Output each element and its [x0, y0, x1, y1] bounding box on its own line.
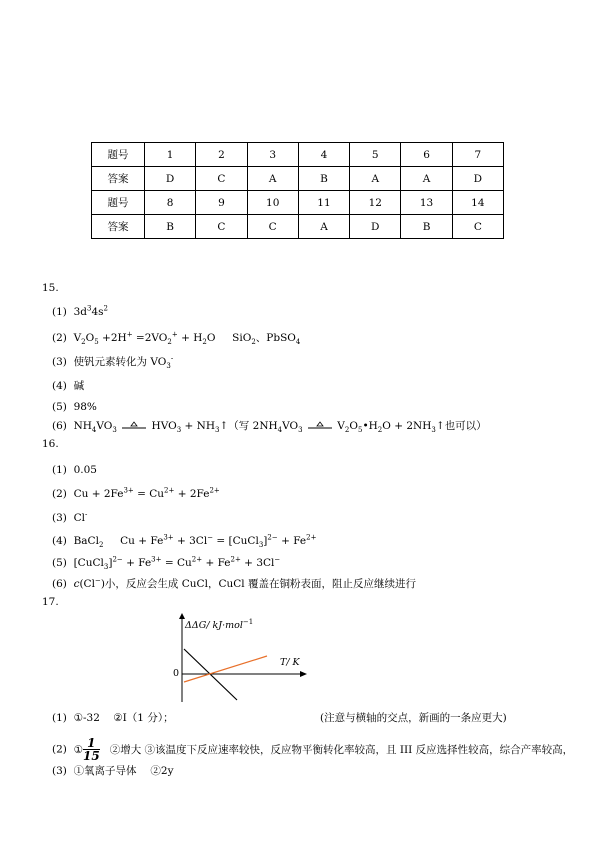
part-number: (3)	[52, 356, 67, 368]
table-cell: C	[196, 167, 247, 191]
part-number: (2)	[52, 332, 67, 344]
answer-text: Cl-	[73, 510, 88, 524]
y-axis-arrow	[179, 613, 185, 619]
answer-line	[52, 763, 174, 778]
answer-line	[52, 418, 487, 433]
part-number: (2)	[52, 488, 67, 500]
heat-arrow-icon	[307, 421, 333, 431]
part-number: (2)	[52, 743, 67, 756]
table-cell: C	[196, 215, 247, 239]
part-number: (4)	[52, 380, 67, 392]
table-cell: A	[350, 167, 401, 191]
table-cell: B	[298, 167, 349, 191]
table-cell: A	[247, 167, 298, 191]
part-number: (1)	[52, 306, 67, 318]
answer-line	[52, 378, 84, 393]
table-cell: 题号	[92, 191, 145, 215]
answer-line	[52, 354, 173, 369]
table-cell: 题号	[92, 143, 145, 167]
origin-label: 0	[173, 668, 180, 679]
part-number: (6)	[52, 578, 67, 590]
answer-text: ①-32 ②I（1 分）；	[73, 712, 174, 724]
table-cell: C	[452, 215, 503, 239]
part-number: (5)	[52, 557, 67, 569]
table-row	[92, 167, 504, 191]
part-number: (5)	[52, 401, 67, 413]
answer-line	[52, 306, 108, 318]
table-cell: B	[401, 215, 452, 239]
table-cell: 1	[145, 143, 196, 167]
graph-note: (注意与横轴的交点，新画的一条应更大)	[320, 712, 507, 724]
table-cell: 8	[145, 191, 196, 215]
answer-text: 0.05	[73, 464, 97, 476]
new-line	[184, 656, 267, 682]
table-cell: 13	[401, 191, 452, 215]
table-cell: 答案	[92, 167, 145, 191]
answer-line	[52, 464, 97, 476]
answer-text: BaCl$_2$ $Cu + Fe^{3+} + 3Cl^-$ = [CuCl$_3$]$^{2-}$ + $Fe^{2+}$	[73, 533, 317, 550]
table-cell: 7	[452, 143, 503, 167]
table-cell: 6	[401, 143, 452, 167]
question-number: 17.	[42, 596, 59, 608]
answer-line	[52, 710, 174, 725]
fraction: $\frac{1}{15}$	[82, 736, 100, 763]
part-number: (3)	[52, 512, 67, 524]
answer-line	[52, 488, 220, 500]
table-cell: A	[298, 215, 349, 239]
x-axis-label: T/ K	[280, 657, 300, 668]
answer-line	[52, 555, 281, 572]
table-row	[92, 143, 504, 167]
table-cell: 3	[247, 143, 298, 167]
answer-table	[91, 142, 504, 239]
answer-text: $3d^34s^2$	[73, 304, 108, 318]
answer-text: 碱	[73, 380, 85, 392]
table-cell: 12	[350, 191, 401, 215]
answer-line	[52, 401, 97, 413]
question-number: 15.	[42, 282, 59, 294]
table-cell: D	[350, 215, 401, 239]
question-number: 16.	[42, 438, 59, 450]
table-cell: C	[247, 215, 298, 239]
table-cell: 答案	[92, 215, 145, 239]
answer-text: [CuCl$_3$]$^{2-}$ + $Fe^{3+} = Cu^{2+} + Fe^{2+} + 3Cl^-$	[73, 555, 281, 572]
answer-line	[52, 330, 300, 345]
part-number: (1)	[52, 712, 67, 724]
table-cell: D	[452, 167, 503, 191]
table-row	[92, 215, 504, 239]
part-number: (6)	[52, 420, 67, 432]
table-cell: 2	[196, 143, 247, 167]
answer-text: 使钒元素转化为 $VO_3^-$	[73, 354, 174, 371]
heat-arrow-icon	[121, 421, 147, 431]
answer-line	[52, 576, 416, 591]
answer-text: $NH_4VO_3$ $HVO_3$ + $NH_3↑$（写 $2NH_4VO_3$ $V_2O_5•H_2O$ + $2NH_3↑$也可以）	[73, 420, 487, 435]
answer-text: $Cu + 2Fe^{3+} = Cu^{2+} + 2Fe^{2+}$	[73, 486, 220, 500]
table-cell: B	[145, 215, 196, 239]
answer-text: c(Cl−)小，反应会生成 CuCl，CuCl 覆盖在铜粉表面，阻止反应继续进行	[73, 576, 416, 590]
y-axis-label: ΔΔG/ kJ·mol$^{-1}$	[185, 617, 254, 631]
table-cell: 4	[298, 143, 349, 167]
answer-text: $V_2O_5 +2H^+ =2VO_2^+ + H_2O$ SiO$_2$、PbSO$_4$	[73, 330, 301, 347]
part-number: (1)	[52, 464, 67, 476]
table-row	[92, 191, 504, 215]
answer-line	[52, 737, 573, 762]
table-cell: 10	[247, 191, 298, 215]
answer-text: 98%	[73, 401, 97, 413]
x-axis-arrow	[300, 671, 307, 677]
part-number: (4)	[52, 535, 67, 547]
table-cell: 11	[298, 191, 349, 215]
table-cell: A	[401, 167, 452, 191]
table-cell: 5	[350, 143, 401, 167]
answer-text: ① $\frac{1}{15}$ ②增大 ③该温度下反应速率较快，反应物平衡转化率较高，且 III 反应选择性较高，综合产率较高，	[73, 736, 574, 763]
answer-line	[52, 512, 87, 524]
table-cell: 9	[196, 191, 247, 215]
answer-line	[52, 533, 317, 550]
part-number: (3)	[52, 765, 67, 777]
table-cell: D	[145, 167, 196, 191]
answer-text: ①氧离子导体 ②2y	[73, 765, 174, 777]
table-cell: 14	[452, 191, 503, 215]
